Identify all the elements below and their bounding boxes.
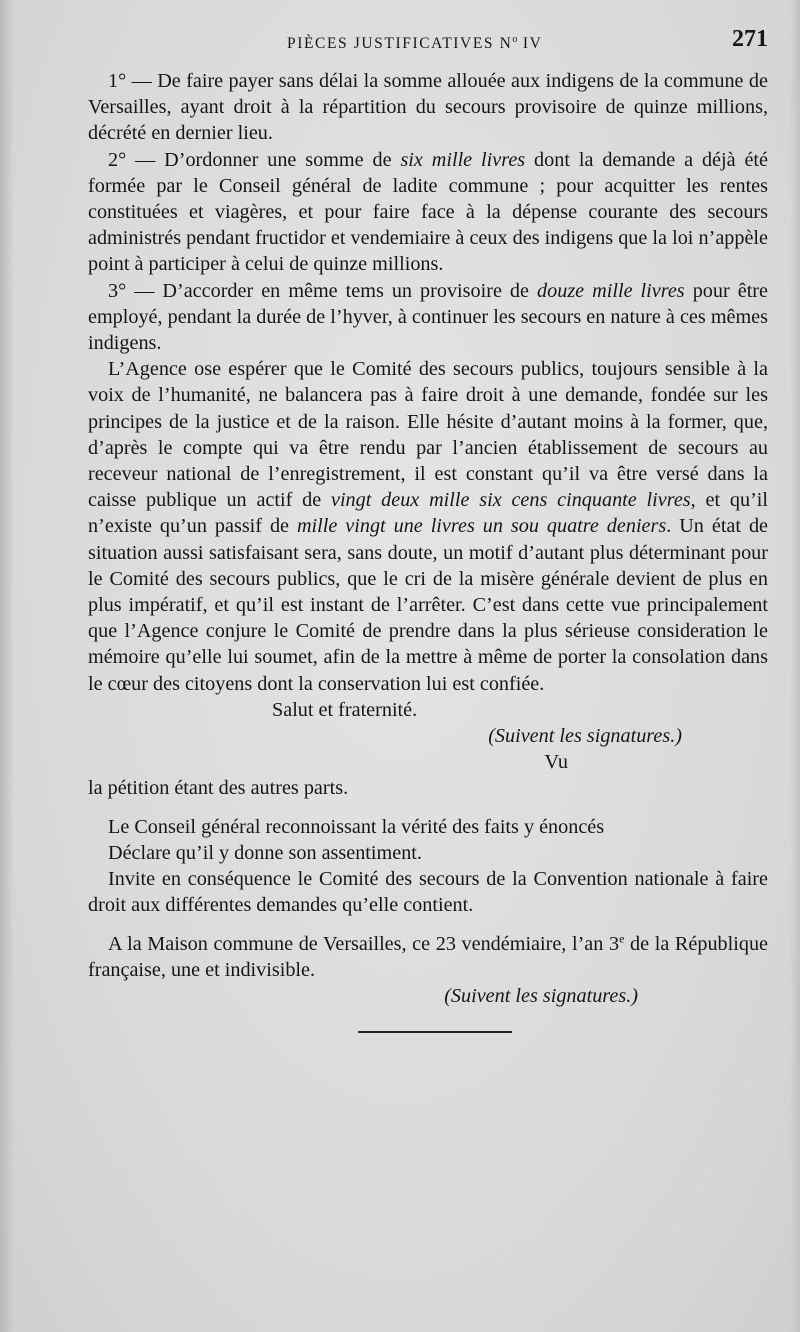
spacer-2 [88,919,768,931]
running-title-text: PIÈCES JUSTIFICATIVES N [287,35,513,53]
paragraph-2-part-a: 2° — D’ordonner une somme de [108,148,401,171]
petition-line: la pétition étant des autres parts. [88,777,349,800]
running-title-tail: IV [517,35,543,53]
paragraph-4-italic-1: vingt deux mille six cens cinquante livres [330,489,691,512]
signatures-note-2 [88,983,768,1009]
page-shadow-left [0,0,14,1332]
paragraph-2 [88,147,768,278]
conseil-line: Le Conseil général reconnoissant la vérité des faits y énoncés [108,815,605,838]
salutation: Salut et fraternité. [272,698,418,721]
paragraph-3-part-a: 3° — D’accorder en même tems un provisoire de [108,279,538,302]
spacer [88,802,768,814]
page-header [96,26,768,60]
signatures-note-1-text: (Suivent les signatures.) [488,725,682,748]
maison-sup: e [619,930,625,945]
running-title [287,34,542,53]
signatures-note-2-text: (Suivent les signatures.) [444,984,638,1007]
running-title-sup: o [512,34,518,45]
vu-label: Vu [544,751,568,774]
page-number: 271 [732,26,768,52]
maison-part-b: de la République française, une et indivisible. [88,932,768,981]
paragraph-4 [88,356,768,697]
maison-paragraph [88,931,768,983]
paragraph-4-italic-2: mille vingt une livres un sou quatre deniers [296,515,667,538]
maison-part-a: A la Maison commune de Versailles, ce 23 vendémiaire, l’an 3 [108,932,620,955]
paragraph-2-italic: six mille livres [400,148,526,171]
paragraph-2-part-c: dont la demande a déjà été formée par le Conseil général de ladite commune ; pour acquitter les rentes constituées et viagères, et pour faire face à la dépense courante des secours administrés pendant fructidor et vendemiaire à ceux des indigens que la loi n’appèle point à participer à celui de quinze millions. [88,148,768,276]
signatures-note-1 [88,723,768,749]
paragraph-1: 1° — De faire payer sans délai la somme allouée aux indigens de la commune de Versailles, ayant droit à la répartition du secours provisoire de quinze millions, décrété en dernier lieu. [88,70,768,145]
closing-rule [358,1031,512,1033]
declare-line: Déclare qu’il y donne son assentiment. [108,841,422,864]
page-shadow-right [790,0,800,1332]
paragraph-4-part-a: L’Agence ose espérer que le Comité des secours publics, toujours sensible à la voix de l’humanité, ne balancera pas à faire droit à une demande, fondée sur les principes de la justice et de la raison. Elle hésite d’autant moins à la former, que, d’après le compte qui va être rendu par l’ancien établissement de secours au receveur national de l’enregistrement, il est constant qu’il va être versé dans la caisse publique un actif de [88,358,768,512]
invite-paragraph: Invite en conséquence le Comité des secours de la Convention nationale à faire droit aux différentes demandes qu’elle contient. [88,868,768,917]
document-body [88,68,768,1033]
paragraph-3-part-c: pour être employé, pendant la durée de l’hyver, à continuer les secours en nature à ces mêmes indigens. [88,279,768,355]
paragraph-3-italic: douze mille livres [537,279,685,302]
paragraph-4-part-e: . Un état de situation aussi satisfaisant sera, sans doute, un motif d’autant plus déterminant pour le Comité des secours publics, que le cri de la misère générale devient de plus en plus impératif, et qu’il est instant de l’arrêter. C’est dans cette vue principalement que l’Agence conjure le Comité de prendre dans la plus sérieuse consideration le mémoire qu’elle lui soumet, afin de la mettre à même de porter la consolation dans le cœur des citoyens dont la conservation lui est confiée. [88,515,768,695]
paragraph-4-part-c: , et qu’il n’existe qu’un passif de [88,489,769,538]
paragraph-3 [88,278,768,357]
